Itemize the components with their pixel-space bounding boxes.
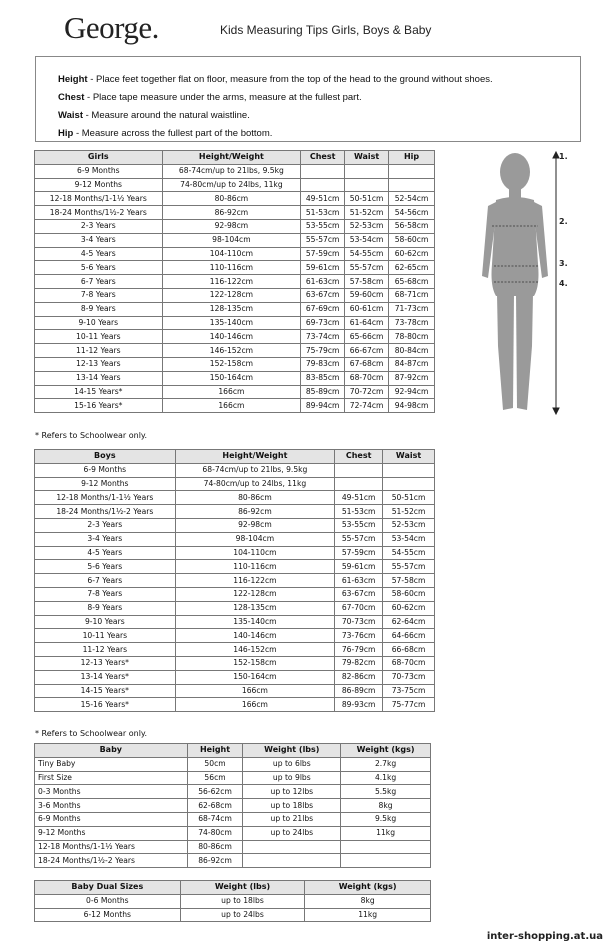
size-label-cell: 3-4 Years [35, 233, 163, 247]
table-row [35, 629, 435, 643]
table-row [35, 812, 431, 826]
size-label-cell: 11-12 Years [35, 344, 163, 358]
table-cell: 5.5kg [341, 785, 431, 799]
table-cell: 60-62cm [383, 601, 435, 615]
size-label-cell: 3-6 Months [35, 799, 188, 813]
table-cell: 68-71cm [389, 288, 435, 302]
table-cell: up to 18lbs [180, 894, 305, 908]
site-watermark: inter-shopping.at.ua [486, 931, 603, 942]
size-label-cell: Tiny Baby [35, 757, 188, 771]
table-cell: 76-79cm [335, 643, 383, 657]
baby-size-table [34, 743, 431, 868]
col-header: Weight (kgs) [305, 881, 431, 895]
arrow-down-icon [553, 408, 559, 414]
table-row [35, 601, 435, 615]
table-row [35, 532, 435, 546]
table-row [35, 840, 431, 854]
table-cell: 79-82cm [335, 656, 383, 670]
table-cell: 89-94cm [301, 399, 345, 413]
col-header: Girls [35, 151, 163, 165]
table-cell: 67-69cm [301, 302, 345, 316]
col-header: Height [187, 744, 243, 758]
table-cell: 49-51cm [301, 192, 345, 206]
table-cell: 56-62cm [187, 785, 243, 799]
table-row [35, 247, 435, 261]
table-cell: 140-146cm [162, 330, 301, 344]
table-cell: 11kg [305, 908, 431, 922]
george-logo: George. [64, 10, 159, 45]
size-label-cell: 10-11 Years [35, 330, 163, 344]
measuring-tips-box [35, 56, 581, 142]
table-cell [389, 178, 435, 192]
tip-text: - Measure across the fullest part of the bottom. [73, 128, 273, 139]
size-label-cell: 12-18 Months/1-1½ Years [35, 192, 163, 206]
table-cell: 70-73cm [383, 670, 435, 684]
size-label-cell: 6-7 Years [35, 574, 176, 588]
table-row [35, 826, 431, 840]
table-cell: 104-110cm [175, 546, 335, 560]
table-row [35, 477, 435, 491]
table-row [35, 505, 435, 519]
col-header: Height/Weight [175, 450, 335, 464]
table-cell: 70-73cm [335, 615, 383, 629]
table-row [35, 587, 435, 601]
table-cell: 53-54cm [345, 233, 389, 247]
table-cell: 84-87cm [389, 357, 435, 371]
table-row [35, 261, 435, 275]
table-row [35, 799, 431, 813]
table-cell: 69-73cm [301, 316, 345, 330]
table-cell: 50-51cm [345, 192, 389, 206]
table-row [35, 574, 435, 588]
size-label-cell: 9-10 Years [35, 316, 163, 330]
table-cell: 135-140cm [162, 316, 301, 330]
table-cell: 128-135cm [175, 601, 335, 615]
size-label-cell: 6-9 Months [35, 463, 176, 477]
size-label-cell: 8-9 Years [35, 302, 163, 316]
size-label-cell: 9-12 Months [35, 477, 176, 491]
table-cell: 52-53cm [345, 219, 389, 233]
table-cell: 73-76cm [335, 629, 383, 643]
table-row [35, 385, 435, 399]
table-cell: 55-57cm [383, 560, 435, 574]
tip-term: Waist [58, 110, 83, 121]
table-cell: 74-80cm/up to 24lbs, 11kg [175, 477, 335, 491]
table-cell: 65-66cm [345, 330, 389, 344]
table-cell: 140-146cm [175, 629, 335, 643]
table-cell: 8kg [341, 799, 431, 813]
table-cell [341, 854, 431, 868]
table-row [35, 518, 435, 532]
size-label-cell: 9-12 Months [35, 178, 163, 192]
table-cell: 55-57cm [301, 233, 345, 247]
label-height: 1. [559, 152, 568, 161]
table-cell: 55-57cm [335, 532, 383, 546]
table-row [35, 785, 431, 799]
table-cell: 67-70cm [335, 601, 383, 615]
table-row [35, 615, 435, 629]
table-cell: 61-63cm [301, 275, 345, 289]
table-cell: 75-79cm [301, 344, 345, 358]
size-label-cell: 0-3 Months [35, 785, 188, 799]
size-label-cell: 2-3 Years [35, 219, 163, 233]
table-cell: 57-59cm [335, 546, 383, 560]
table-cell: 73-74cm [301, 330, 345, 344]
table-cell: 68-74cm/up to 21lbs, 9.5kg [162, 164, 301, 178]
table-cell: 59-61cm [301, 261, 345, 275]
size-label-cell: 2-3 Years [35, 518, 176, 532]
table-cell: 62-68cm [187, 799, 243, 813]
table-cell: 62-64cm [383, 615, 435, 629]
size-label-cell: 4-5 Years [35, 247, 163, 261]
table-row [35, 684, 435, 698]
table-cell: 152-158cm [162, 357, 301, 371]
table-cell: 57-58cm [345, 275, 389, 289]
table-cell: 74-80cm/up to 24lbs, 11kg [162, 178, 301, 192]
table-row [35, 206, 435, 220]
table-row [35, 771, 431, 785]
table-cell: 74-80cm [187, 826, 243, 840]
table-cell: 52-54cm [389, 192, 435, 206]
table-cell: up to 21lbs [243, 812, 341, 826]
table-cell [383, 463, 435, 477]
tip-term: Chest [58, 92, 85, 103]
table-cell: 55-57cm [345, 261, 389, 275]
child-mannequin-figure [470, 146, 590, 430]
table-cell: 83-85cm [301, 371, 345, 385]
mannequin-neck [509, 188, 521, 198]
size-label-cell: 9-12 Months [35, 826, 188, 840]
size-label-cell: 15-16 Years* [35, 399, 163, 413]
col-header: Weight (lbs) [243, 744, 341, 758]
table-cell: 73-78cm [389, 316, 435, 330]
table-cell [335, 463, 383, 477]
table-row [35, 330, 435, 344]
table-cell: 152-158cm [175, 656, 335, 670]
size-label-cell: 0-6 Months [35, 894, 181, 908]
table-cell: 53-54cm [383, 532, 435, 546]
table-row [35, 316, 435, 330]
table-cell: 61-64cm [345, 316, 389, 330]
table-cell: 86-92cm [187, 854, 243, 868]
col-header: Weight (lbs) [180, 881, 305, 895]
table-cell: 146-152cm [175, 643, 335, 657]
table-row [35, 894, 431, 908]
label-hip: 4. [559, 279, 568, 288]
table-cell: 53-55cm [301, 219, 345, 233]
size-label-cell: 12-18 Months/1-1½ Years [35, 840, 188, 854]
table-row [35, 656, 435, 670]
table-cell: 70-72cm [345, 385, 389, 399]
table-cell: 87-92cm [389, 371, 435, 385]
table-cell: 80-86cm [162, 192, 301, 206]
table-row [35, 192, 435, 206]
table-cell: 79-83cm [301, 357, 345, 371]
table-row [35, 643, 435, 657]
table-cell [301, 164, 345, 178]
table-cell: 166cm [162, 385, 301, 399]
table-cell: 92-98cm [175, 518, 335, 532]
table-cell [301, 178, 345, 192]
size-label-cell: 12-13 Years [35, 357, 163, 371]
table-cell: 60-62cm [389, 247, 435, 261]
table-row [35, 233, 435, 247]
table-cell: 146-152cm [162, 344, 301, 358]
table-cell: 86-92cm [162, 206, 301, 220]
table-cell: 94-98cm [389, 399, 435, 413]
tip-text: - Measure around the natural waistline. [82, 110, 250, 121]
table-cell: 11kg [341, 826, 431, 840]
size-label-cell: 6-7 Years [35, 275, 163, 289]
table-cell: 64-66cm [383, 629, 435, 643]
table-cell: up to 12lbs [243, 785, 341, 799]
table-cell: 68-70cm [383, 656, 435, 670]
table-row [35, 275, 435, 289]
table-cell: 54-55cm [383, 546, 435, 560]
table-cell: 66-67cm [345, 344, 389, 358]
table-cell: 49-51cm [335, 491, 383, 505]
label-waist: 3. [559, 259, 568, 268]
table-cell: 59-61cm [335, 560, 383, 574]
table-row [35, 491, 435, 505]
table-cell: 116-122cm [175, 574, 335, 588]
table-cell [243, 840, 341, 854]
table-cell: 51-53cm [335, 505, 383, 519]
table-cell [389, 164, 435, 178]
table-cell: 78-80cm [389, 330, 435, 344]
table-cell: 53-55cm [335, 518, 383, 532]
table-cell: 150-164cm [175, 670, 335, 684]
table-cell: 4.1kg [341, 771, 431, 785]
table-row [35, 854, 431, 868]
table-cell: 68-70cm [345, 371, 389, 385]
table-cell: 104-110cm [162, 247, 301, 261]
tip-height [58, 71, 580, 89]
table-cell: 82-86cm [335, 670, 383, 684]
tip-text: - Place feet together flat on floor, measure from the top of the head to the ground without shoes. [87, 74, 493, 85]
boys-note: * Refers to Schoolwear only. [35, 729, 148, 738]
table-cell: up to 24lbs [243, 826, 341, 840]
table-cell: 60-61cm [345, 302, 389, 316]
table-cell: 50cm [187, 757, 243, 771]
table-cell: 63-67cm [301, 288, 345, 302]
tip-term: Hip [58, 128, 74, 139]
table-cell: 92-98cm [162, 219, 301, 233]
table-cell: 71-73cm [389, 302, 435, 316]
tip-text: - Place tape measure under the arms, measure at the fullest part. [84, 92, 362, 103]
table-cell: 68-74cm/up to 21lbs, 9.5kg [175, 463, 335, 477]
table-cell: 75-77cm [383, 698, 435, 712]
table-cell: 135-140cm [175, 615, 335, 629]
table-cell: 80-86cm [175, 491, 335, 505]
table-cell: 51-52cm [383, 505, 435, 519]
girls-note: * Refers to Schoolwear only. [35, 431, 148, 440]
table-cell: 61-63cm [335, 574, 383, 588]
table-row [35, 357, 435, 371]
table-row [35, 371, 435, 385]
table-cell [335, 477, 383, 491]
table-row [35, 670, 435, 684]
table-cell [243, 854, 341, 868]
table-cell: 116-122cm [162, 275, 301, 289]
table-cell: 122-128cm [175, 587, 335, 601]
tip-term: Height [58, 74, 88, 85]
table-cell [345, 178, 389, 192]
size-label-cell: 13-14 Years [35, 371, 163, 385]
mannequin-torso [492, 197, 539, 296]
table-cell: 9.5kg [341, 812, 431, 826]
table-cell: 58-60cm [389, 233, 435, 247]
col-header: Chest [335, 450, 383, 464]
size-label-cell: 14-15 Years* [35, 385, 163, 399]
size-label-cell: 18-24 Months/1½-2 Years [35, 206, 163, 220]
size-label-cell: 7-8 Years [35, 587, 176, 601]
size-label-cell: 6-9 Months [35, 812, 188, 826]
table-cell: 73-75cm [383, 684, 435, 698]
table-row [35, 546, 435, 560]
page-title: Kids Measuring Tips Girls, Boys & Baby [220, 23, 432, 37]
size-label-cell: 6-9 Months [35, 164, 163, 178]
table-cell: 85-89cm [301, 385, 345, 399]
table-row [35, 399, 435, 413]
table-cell: 72-74cm [345, 399, 389, 413]
table-cell: 80-86cm [187, 840, 243, 854]
table-cell [341, 840, 431, 854]
table-cell: 86-89cm [335, 684, 383, 698]
table-cell: 122-128cm [162, 288, 301, 302]
size-label-cell: 13-14 Years* [35, 670, 176, 684]
table-cell: 59-60cm [345, 288, 389, 302]
table-cell [345, 164, 389, 178]
table-row [35, 908, 431, 922]
table-cell: 51-53cm [301, 206, 345, 220]
col-header: Height/Weight [162, 151, 301, 165]
size-label-cell: 5-6 Years [35, 560, 176, 574]
table-row [35, 219, 435, 233]
table-cell: 166cm [175, 684, 335, 698]
size-label-cell: 6-12 Months [35, 908, 181, 922]
table-cell: 89-93cm [335, 698, 383, 712]
size-label-cell: 7-8 Years [35, 288, 163, 302]
col-header: Chest [301, 151, 345, 165]
size-label-cell: 18-24 Months/1½-2 Years [35, 854, 188, 868]
mannequin-head [500, 153, 530, 191]
size-label-cell: 12-13 Years* [35, 656, 176, 670]
table-row [35, 560, 435, 574]
size-label-cell: 3-4 Years [35, 532, 176, 546]
table-cell: 80-84cm [389, 344, 435, 358]
col-header: Boys [35, 450, 176, 464]
table-row [35, 344, 435, 358]
girls-size-table [34, 150, 435, 413]
tip-waist [58, 107, 580, 125]
table-cell: 66-68cm [383, 643, 435, 657]
tip-chest [58, 89, 580, 107]
table-cell: 51-52cm [345, 206, 389, 220]
size-label-cell: 18-24 Months/1½-2 Years [35, 505, 176, 519]
size-label-cell: 5-6 Years [35, 261, 163, 275]
tip-hip [58, 125, 580, 143]
table-cell: 110-116cm [162, 261, 301, 275]
size-label-cell: 4-5 Years [35, 546, 176, 560]
col-header: Hip [389, 151, 435, 165]
size-label-cell: 11-12 Years [35, 643, 176, 657]
table-cell: 98-104cm [175, 532, 335, 546]
col-header: Weight (kgs) [341, 744, 431, 758]
baby-dual-sizes-table [34, 880, 431, 922]
table-cell: 65-68cm [389, 275, 435, 289]
size-label-cell: 14-15 Years* [35, 684, 176, 698]
table-cell [383, 477, 435, 491]
table-cell: up to 6lbs [243, 757, 341, 771]
mannequin-right-leg [516, 294, 533, 410]
col-header: Baby Dual Sizes [35, 881, 181, 895]
size-label-cell: 9-10 Years [35, 615, 176, 629]
table-cell: 52-53cm [383, 518, 435, 532]
table-cell: 63-67cm [335, 587, 383, 601]
table-cell: up to 18lbs [243, 799, 341, 813]
table-row [35, 288, 435, 302]
table-cell: 86-92cm [175, 505, 335, 519]
col-header: Waist [345, 151, 389, 165]
table-cell: 110-116cm [175, 560, 335, 574]
label-chest: 2. [559, 217, 568, 226]
table-cell: 57-59cm [301, 247, 345, 261]
table-cell: 150-164cm [162, 371, 301, 385]
table-cell: 58-60cm [383, 587, 435, 601]
table-row [35, 164, 435, 178]
size-label-cell: First Size [35, 771, 188, 785]
table-cell: up to 24lbs [180, 908, 305, 922]
mannequin-left-leg [497, 294, 514, 410]
table-cell: 54-56cm [389, 206, 435, 220]
table-cell: up to 9lbs [243, 771, 341, 785]
table-cell: 98-104cm [162, 233, 301, 247]
size-label-cell: 12-18 Months/1-1½ Years [35, 491, 176, 505]
size-label-cell: 10-11 Years [35, 629, 176, 643]
table-cell: 68-74cm [187, 812, 243, 826]
boys-size-table [34, 449, 435, 712]
table-cell: 62-65cm [389, 261, 435, 275]
col-header: Waist [383, 450, 435, 464]
table-cell: 2.7kg [341, 757, 431, 771]
table-cell: 128-135cm [162, 302, 301, 316]
table-row [35, 178, 435, 192]
table-cell: 166cm [175, 698, 335, 712]
table-cell: 50-51cm [383, 491, 435, 505]
table-cell: 67-68cm [345, 357, 389, 371]
table-cell: 166cm [162, 399, 301, 413]
size-label-cell: 15-16 Years* [35, 698, 176, 712]
table-row [35, 698, 435, 712]
table-row [35, 463, 435, 477]
size-label-cell: 8-9 Years [35, 601, 176, 615]
table-cell: 92-94cm [389, 385, 435, 399]
table-cell: 57-58cm [383, 574, 435, 588]
col-header: Baby [35, 744, 188, 758]
table-cell: 54-55cm [345, 247, 389, 261]
table-cell: 56cm [187, 771, 243, 785]
table-row [35, 302, 435, 316]
table-row [35, 757, 431, 771]
table-cell: 8kg [305, 894, 431, 908]
table-cell: 56-58cm [389, 219, 435, 233]
